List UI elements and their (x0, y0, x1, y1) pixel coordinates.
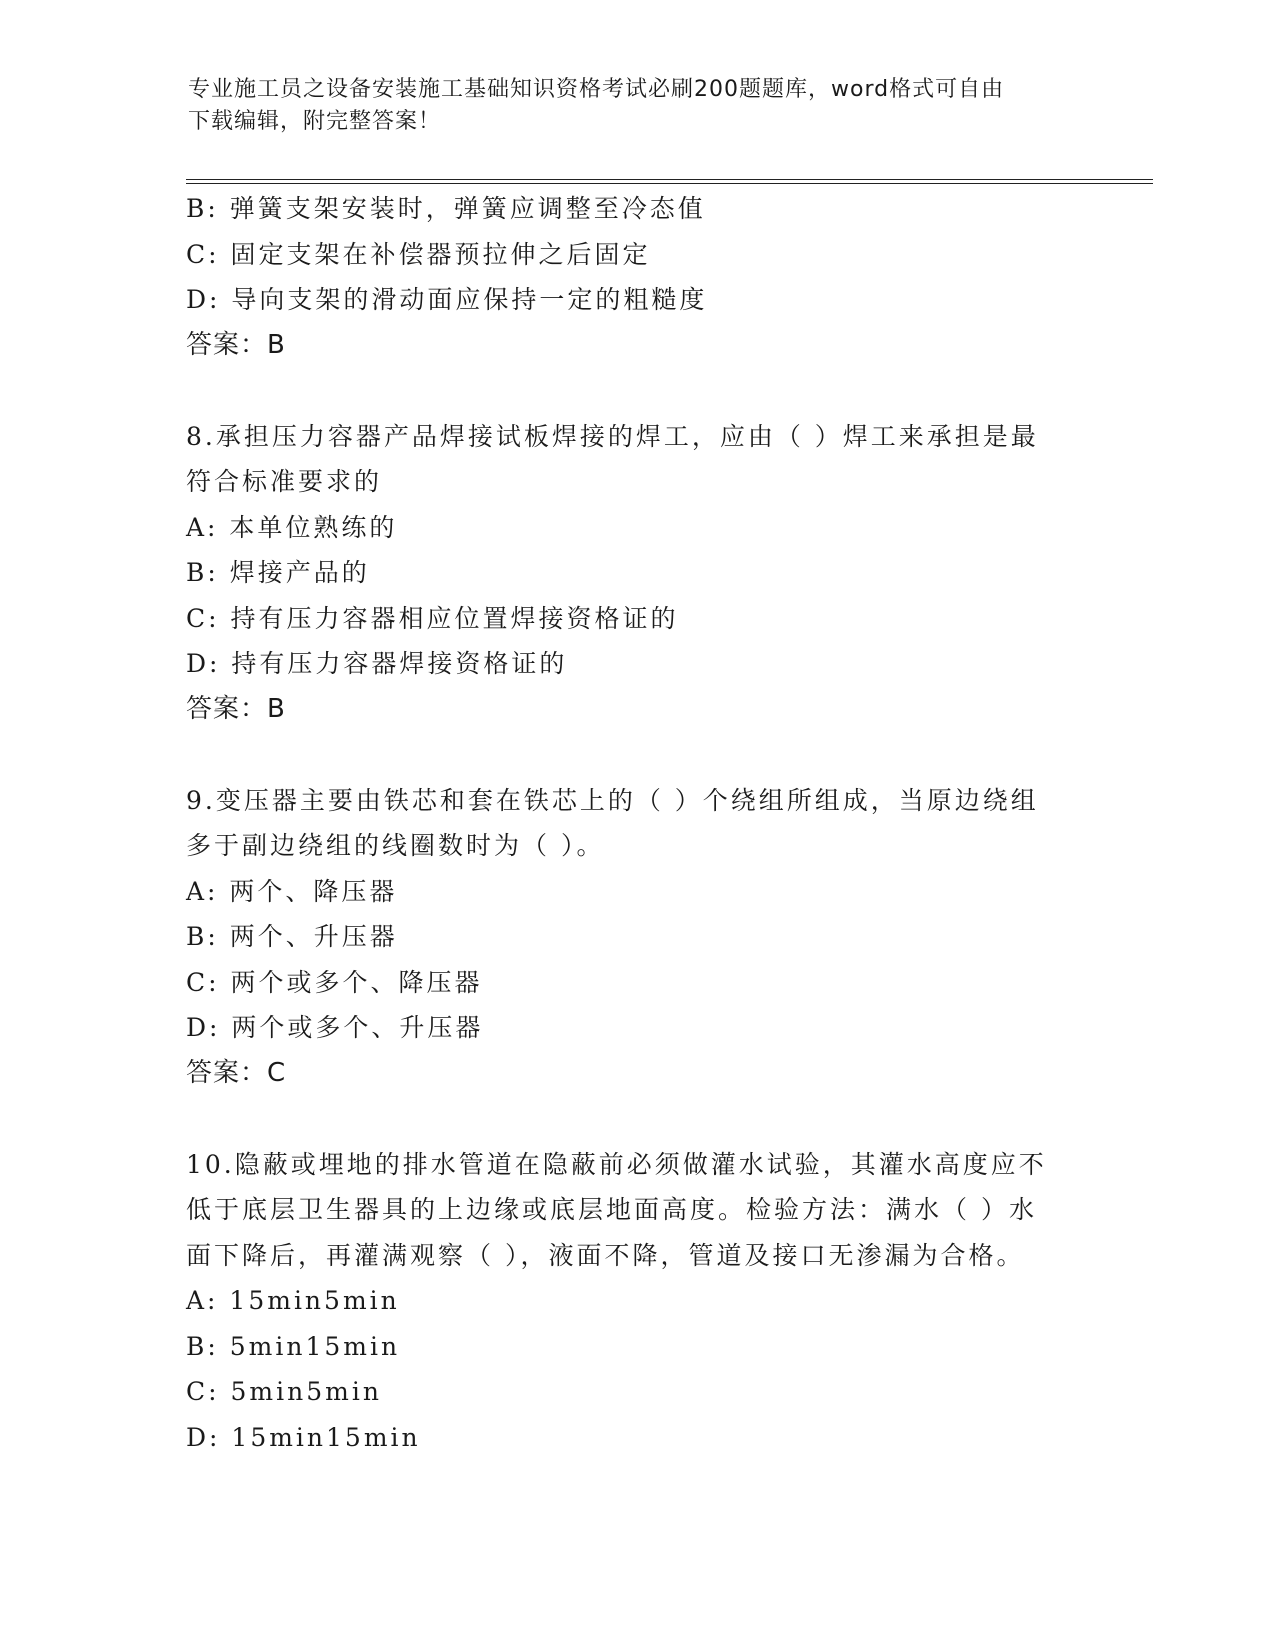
header-divider-bottom (186, 183, 1153, 184)
option-a: A: 15min5min (186, 1286, 400, 1315)
option-b: B: 焊接产品的 (186, 558, 370, 587)
option-d: D: 两个或多个、升压器 (186, 1013, 484, 1042)
option-c: C: 固定支架在补偿器预拉伸之后固定 (186, 239, 651, 269)
option-d: D: 15min15min (186, 1422, 421, 1452)
question-8 (186, 414, 1086, 733)
header-divider-top (186, 179, 1153, 180)
question-7-continued (186, 186, 1086, 368)
question-10 (186, 1142, 1086, 1461)
question-stem-line: 面下降后，再灌满观察（ ），液面不降，管道及接口无渗漏为合格。 (186, 1240, 1025, 1270)
document-header (188, 74, 1088, 138)
header-line-1: 专业施工员之设备安装施工基础知识资格考试必刷200题题库，word格式可自由 (188, 77, 1005, 102)
question-stem-line: 9.变压器主要由铁芯和套在铁芯上的（ ）个绕组所组成，当原边绕组 (186, 785, 1039, 815)
question-list (186, 186, 1086, 1460)
option-c: C: 两个或多个、降压器 (186, 967, 483, 997)
option-b: B: 弹簧支架安装时，弹簧应调整至冷态值 (186, 194, 706, 223)
option-a: A: 两个、降压器 (186, 876, 398, 906)
spacer (186, 732, 1086, 778)
spacer (186, 1096, 1086, 1142)
spacer (186, 368, 1086, 414)
option-a: A: 本单位熟练的 (186, 512, 398, 542)
option-d: D: 导向支架的滑动面应保持一定的粗糙度 (186, 285, 708, 314)
answer-line: 答案：B (186, 329, 286, 360)
answer-line: 答案：C (186, 1057, 287, 1088)
question-stem-line: 低于底层卫生器具的上边缘或底层地面高度。检验方法：满水（ ）水 (186, 1195, 1037, 1224)
question-9 (186, 778, 1086, 1097)
option-c: C: 5min5min (186, 1377, 382, 1406)
option-b: B: 5min15min (186, 1331, 401, 1361)
question-stem-line: 多于副边绕组的线圈数时为（ ）。 (186, 831, 605, 860)
option-b: B: 两个、升压器 (186, 922, 398, 951)
answer-line: 答案：B (186, 693, 286, 724)
question-stem-line: 8.承担压力容器产品焊接试板焊接的焊工，应由（ ）焊工来承担是最 (186, 421, 1039, 451)
header-line-2: 下载编辑，附完整答案！ (188, 109, 442, 134)
option-d: D: 持有压力容器焊接资格证的 (186, 649, 568, 678)
question-stem-line: 符合标准要求的 (186, 467, 383, 496)
question-stem-line: 10.隐蔽或埋地的排水管道在隐蔽前必须做灌水试验，其灌水高度应不 (186, 1149, 1047, 1179)
option-c: C: 持有压力容器相应位置焊接资格证的 (186, 603, 679, 633)
